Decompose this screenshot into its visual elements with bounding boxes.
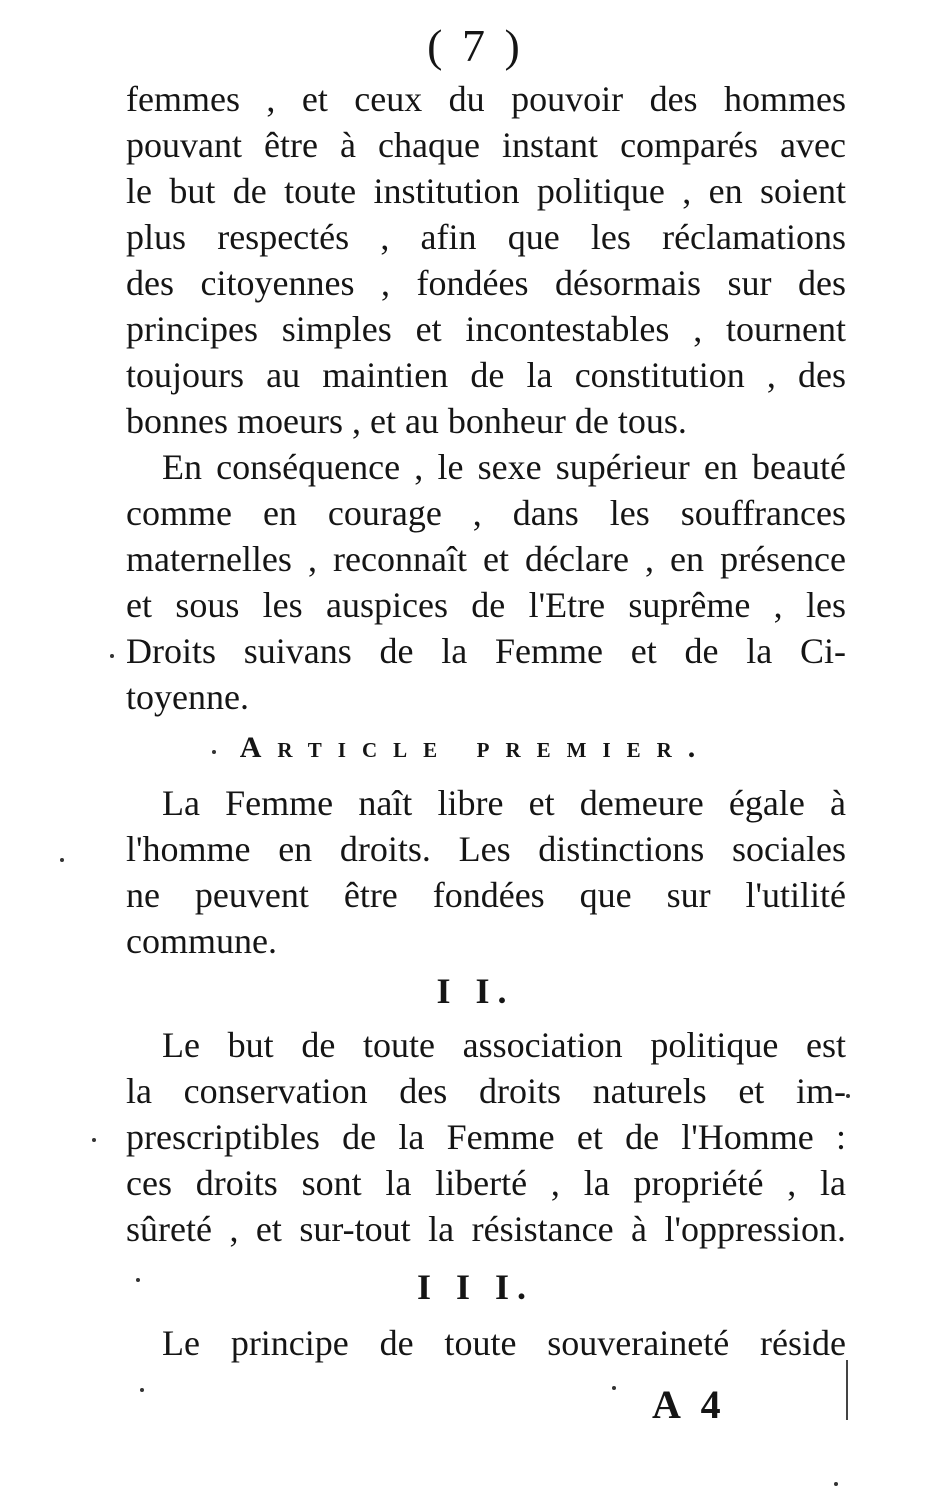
text-line: Droits suivans de la Femme et de la Ci- xyxy=(126,631,846,671)
print-speck xyxy=(136,1278,140,1282)
print-speck xyxy=(212,750,216,754)
text-line: des citoyennes , fondées désormais sur des xyxy=(126,263,846,303)
text-line: Le principe de toute souveraineté réside xyxy=(162,1323,846,1363)
text-line: maternelles , reconnaît et déclare , en présence xyxy=(126,539,846,579)
signature-mark: A 4 xyxy=(652,1382,727,1427)
text-line: sûreté , et sur-tout la résistance à l'oppression. xyxy=(126,1209,846,1249)
text-line: principes simples et incontestables , tournent xyxy=(126,309,846,349)
article-number: I I I. xyxy=(416,1267,535,1307)
text-line: bonnes moeurs , et au bonheur de tous. xyxy=(126,401,687,441)
text-line: comme en courage , dans les souffrances xyxy=(126,493,846,533)
text-line: commune. xyxy=(126,921,277,961)
print-speck xyxy=(846,1094,850,1098)
article-heading: Article premier. xyxy=(239,731,712,764)
article-number: I I. xyxy=(436,971,515,1011)
print-speck xyxy=(92,1138,96,1142)
print-speck xyxy=(834,1482,838,1486)
print-speck xyxy=(612,1386,616,1390)
page-number: ( 7 ) xyxy=(427,20,524,71)
text-line: La Femme naît libre et demeure égale à xyxy=(162,783,846,823)
text-line: ces droits sont la liberté , la propriété , la xyxy=(126,1163,846,1203)
text-line: Le but de toute association politique est xyxy=(162,1025,846,1065)
text-line: ne peuvent être fondées que sur l'utilité xyxy=(126,875,846,915)
text-line: le but de toute institution politique , en soient xyxy=(126,171,846,211)
text-line: En conséquence , le sexe supérieur en beauté xyxy=(162,447,846,487)
text-line: pouvant être à chaque instant comparés avec xyxy=(126,125,846,165)
print-speck xyxy=(110,654,114,658)
print-speck xyxy=(60,858,64,862)
text-line: l'homme en droits. Les distinctions sociales xyxy=(126,829,846,869)
text-line: toujours au maintien de la constitution , des xyxy=(126,355,846,395)
print-speck xyxy=(140,1388,144,1392)
print-artifact xyxy=(846,1360,848,1420)
text-line: la conservation des droits naturels et im- xyxy=(126,1071,846,1111)
text-line: prescriptibles de la Femme et de l'Homme : xyxy=(126,1117,846,1157)
text-line: et sous les auspices de l'Etre suprême , les xyxy=(126,585,846,625)
text-line: femmes , et ceux du pouvoir des hommes xyxy=(126,79,846,119)
text-line: plus respectés , afin que les réclamations xyxy=(126,217,846,257)
text-line: toyenne. xyxy=(126,677,249,717)
